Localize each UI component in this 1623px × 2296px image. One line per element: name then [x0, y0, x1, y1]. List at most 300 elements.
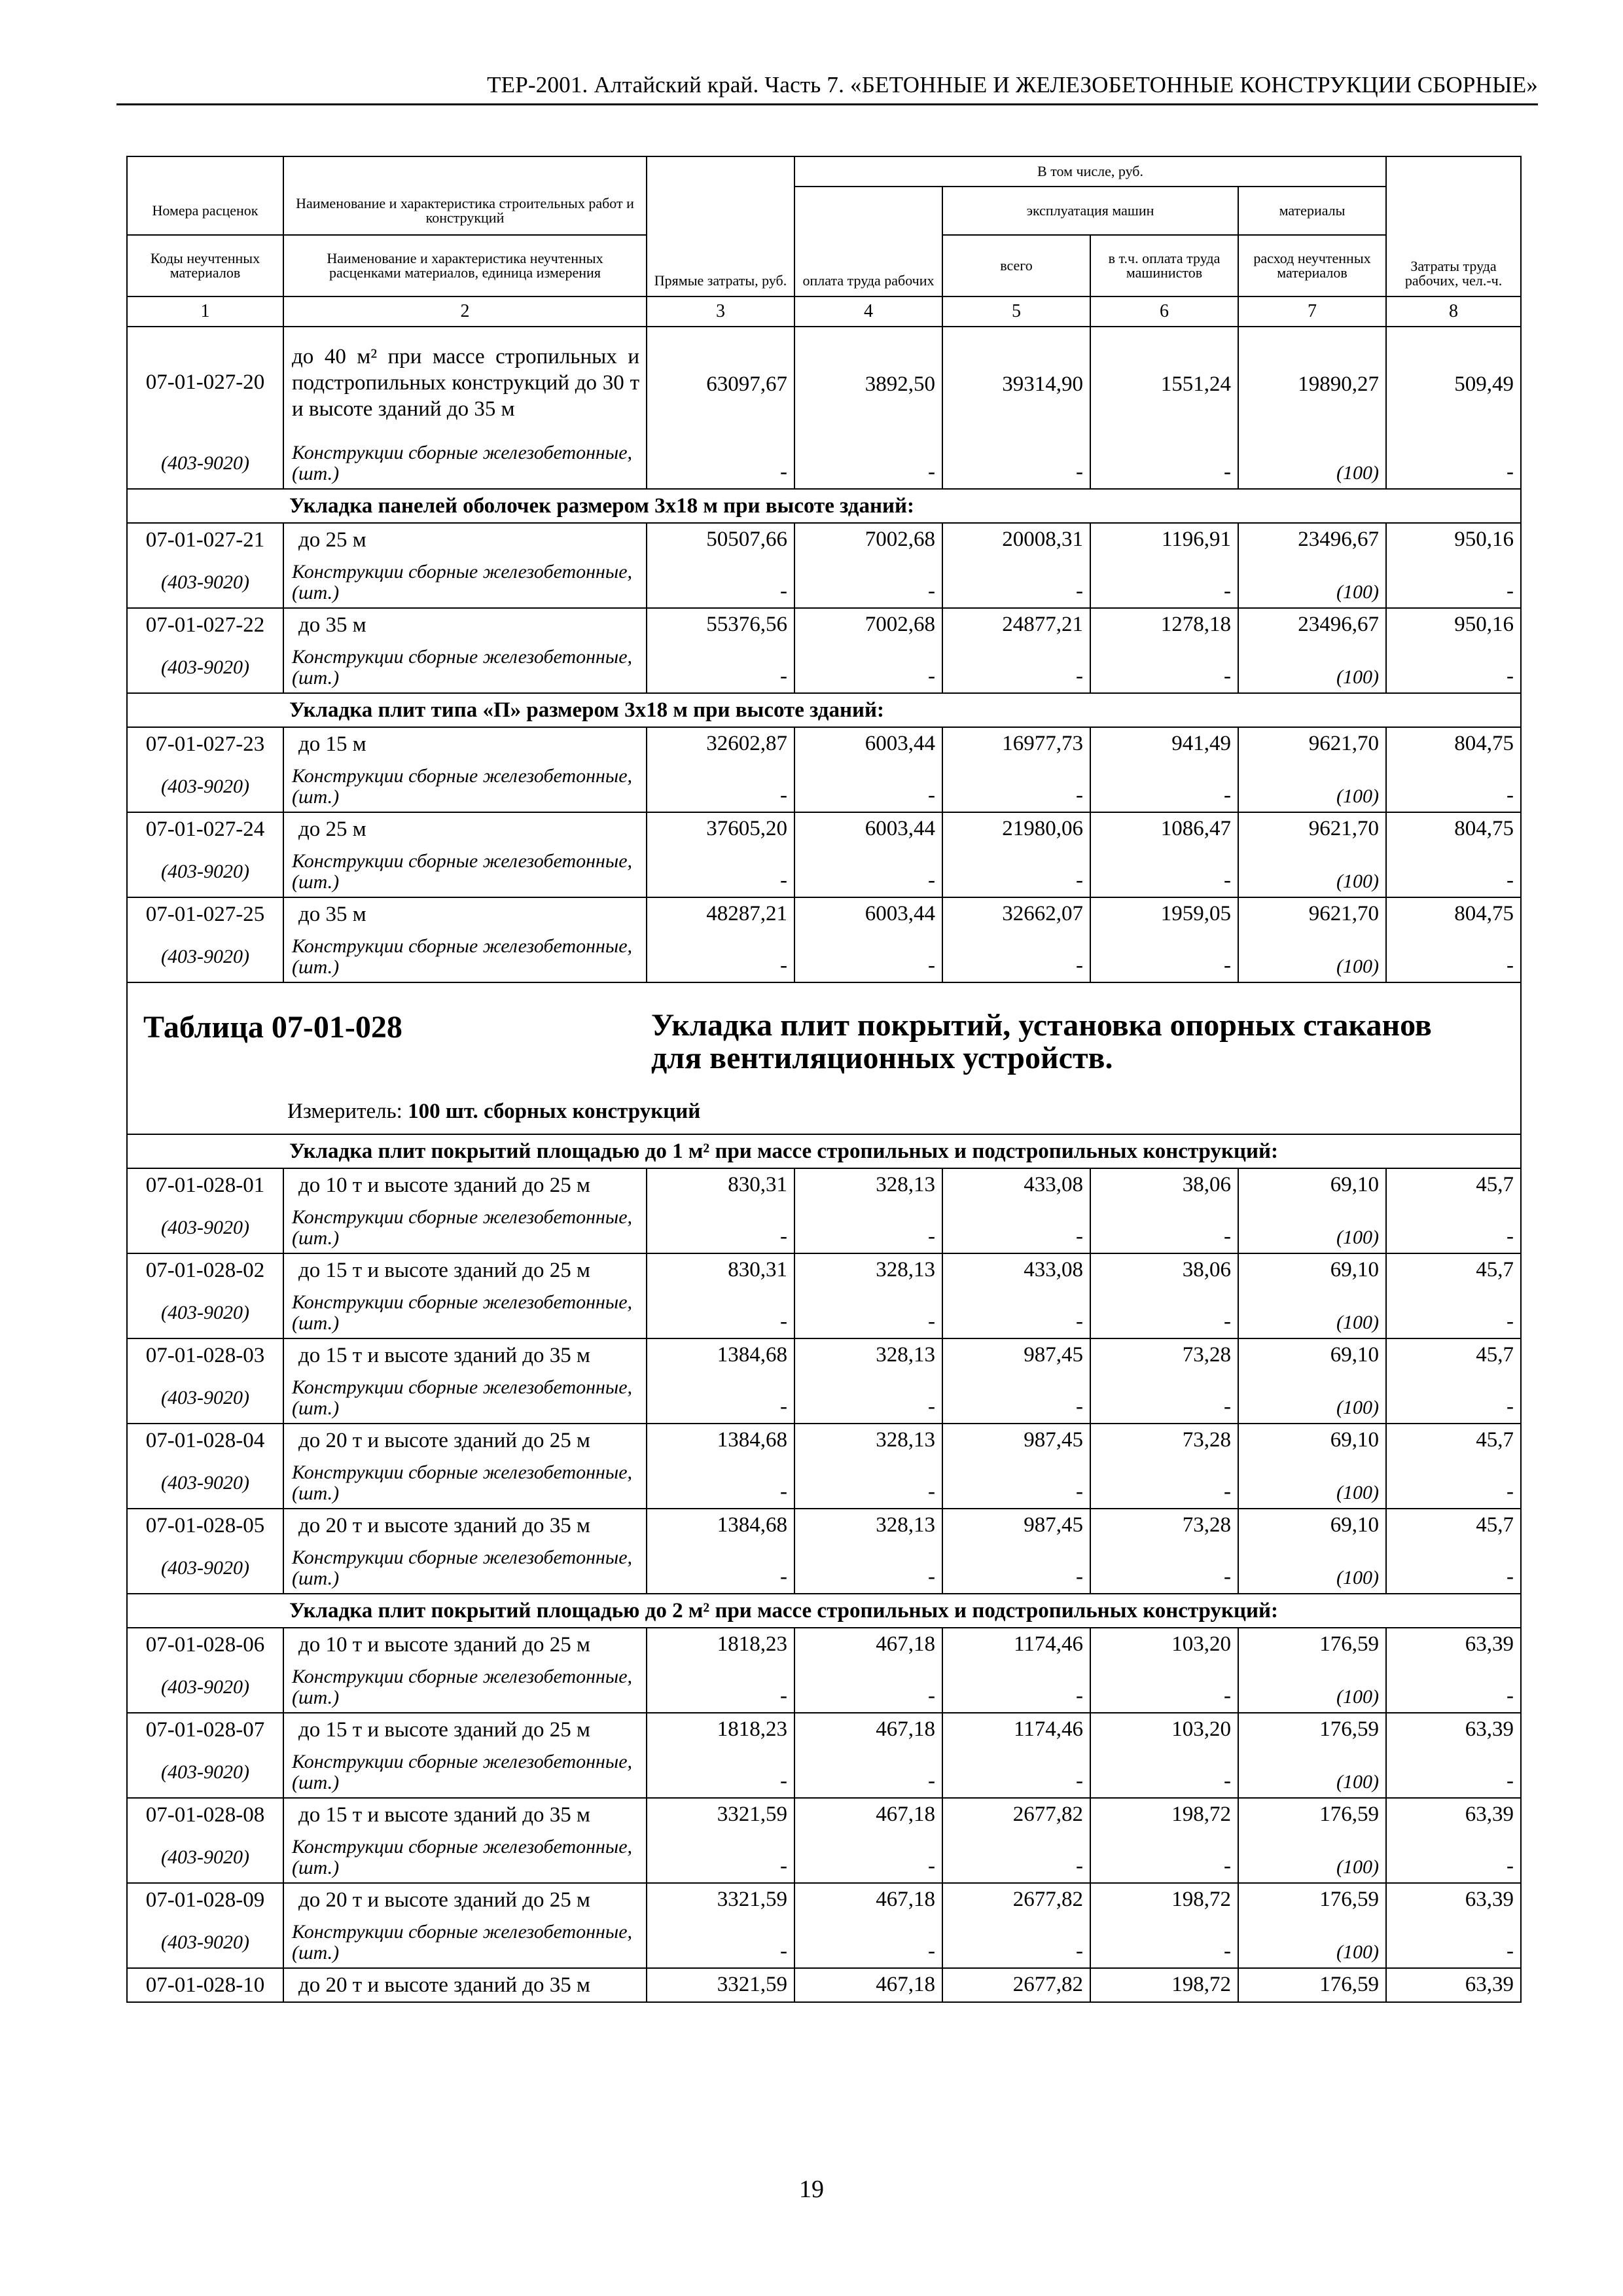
cell-value: -: [794, 1372, 942, 1424]
rate-name: до 20 т и высоте зданий до 25 м: [283, 1883, 647, 1917]
cell-value: 9621,70: [1238, 812, 1386, 846]
cell-value: -: [942, 1543, 1090, 1594]
rate-code: 07-01-027-20: [127, 327, 283, 438]
cell-value: -: [1386, 1747, 1521, 1798]
cell-value: -: [1386, 1287, 1521, 1338]
cell-value: -: [794, 1832, 942, 1883]
cell-value: (100): [1238, 1917, 1386, 1968]
cell-value: -: [647, 1662, 794, 1713]
cell-value: -: [647, 931, 794, 982]
material-row: [127, 931, 1521, 982]
cell-value: 830,31: [647, 1168, 794, 1202]
material-code: (403-9020): [127, 1543, 283, 1594]
rate-name: до 10 т и высоте зданий до 25 м: [283, 1628, 647, 1662]
cell-value: -: [1386, 1832, 1521, 1883]
first-row: [127, 327, 1521, 489]
cell-value: 73,28: [1090, 1424, 1238, 1458]
cell-value: 987,45: [942, 1509, 1090, 1543]
rate-code: 07-01-028-06: [127, 1628, 283, 1662]
cell-value: 433,08: [942, 1168, 1090, 1202]
material-code: (403-9020): [127, 1287, 283, 1338]
cell-value: 3892,50: [794, 327, 942, 438]
col-number: 2: [283, 296, 647, 327]
table-caption-cell: [127, 982, 1521, 1134]
cell-value: -: [942, 1202, 1090, 1253]
cell-value: -: [1090, 438, 1238, 489]
cell-value: -: [794, 1287, 942, 1338]
cell-value: -: [942, 1458, 1090, 1509]
cell-value: -: [1090, 1662, 1238, 1713]
material-row: [127, 1832, 1521, 1883]
cell-value: 48287,21: [647, 897, 794, 931]
cell-value: 69,10: [1238, 1338, 1386, 1372]
table-title: Укладка плит покрытий, установка опорных стаканов для вентиляционных устройств.: [651, 1008, 1432, 1075]
col-labor: Затраты труда рабочих, чел.-ч.: [1386, 156, 1521, 296]
material-row: [127, 557, 1521, 608]
measure-line: [287, 1100, 700, 1124]
cell-value: 6003,44: [794, 727, 942, 761]
cell-value: (100): [1238, 1202, 1386, 1253]
rows-block-2: [127, 727, 1521, 982]
cell-value: 433,08: [942, 1253, 1090, 1287]
cell-value: 467,18: [794, 1713, 942, 1747]
cell-value: 467,18: [794, 1798, 942, 1832]
cell-value: 32662,07: [942, 897, 1090, 931]
cell-value: 6003,44: [794, 812, 942, 846]
cell-value: 176,59: [1238, 1798, 1386, 1832]
cell-value: 1384,68: [647, 1424, 794, 1458]
cell-value: -: [647, 557, 794, 608]
material-row: [127, 761, 1521, 812]
cell-value: 467,18: [794, 1968, 942, 2002]
cell-value: -: [1386, 1458, 1521, 1509]
cell-value: -: [647, 642, 794, 693]
cell-value: 69,10: [1238, 1509, 1386, 1543]
cell-value: 38,06: [1090, 1253, 1238, 1287]
cell-value: 63,39: [1386, 1968, 1521, 2002]
cell-value: -: [647, 1372, 794, 1424]
cell-value: 69,10: [1238, 1168, 1386, 1202]
cell-value: -: [1090, 1832, 1238, 1883]
cell-value: -: [1386, 1662, 1521, 1713]
cell-value: 24877,21: [942, 608, 1090, 642]
col-number: 8: [1386, 296, 1521, 327]
rate-name: до 15 т и высоте зданий до 35 м: [283, 1798, 647, 1832]
rate-name: до 15 м: [283, 727, 647, 761]
cell-value: 45,7: [1386, 1253, 1521, 1287]
cell-value: -: [794, 931, 942, 982]
cell-value: 176,59: [1238, 1713, 1386, 1747]
material-code: (403-9020): [127, 1372, 283, 1424]
rate-row: [127, 897, 1521, 931]
cell-value: (100): [1238, 1662, 1386, 1713]
rate-name: до 15 т и высоте зданий до 25 м: [283, 1253, 647, 1287]
cell-value: -: [942, 761, 1090, 812]
cell-value: 198,72: [1090, 1883, 1238, 1917]
cell-value: 63,39: [1386, 1713, 1521, 1747]
material-row: [127, 1202, 1521, 1253]
material-code: (403-9020): [127, 1917, 283, 1968]
material-row: [127, 846, 1521, 897]
cell-value: (100): [1238, 557, 1386, 608]
rate-name: до 15 т и высоте зданий до 25 м: [283, 1713, 647, 1747]
material-name: Конструкции сборные железобетонные, (шт.): [283, 1287, 647, 1338]
col-codes-bottom: Коды неучтенных материалов: [127, 235, 283, 296]
material-name: Конструкции сборные железобетонные, (шт.): [283, 846, 647, 897]
rate-code: 07-01-028-01: [127, 1168, 283, 1202]
cell-value: 1174,46: [942, 1628, 1090, 1662]
cell-value: -: [1090, 1543, 1238, 1594]
cell-value: -: [1090, 1372, 1238, 1424]
material-name: Конструкции сборные железобетонные, (шт.): [283, 1662, 647, 1713]
section-2: [127, 693, 1521, 727]
rate-code: 07-01-027-24: [127, 812, 283, 846]
cell-value: -: [794, 438, 942, 489]
cell-value: (100): [1238, 761, 1386, 812]
cell-value: -: [1386, 557, 1521, 608]
cell-value: -: [647, 1543, 794, 1594]
material-row: [127, 1747, 1521, 1798]
cell-value: 9621,70: [1238, 897, 1386, 931]
cell-value: 1086,47: [1090, 812, 1238, 846]
cell-value: -: [647, 1832, 794, 1883]
last-row: [127, 1968, 1521, 2002]
cell-value: (100): [1238, 1458, 1386, 1509]
cell-value: 63,39: [1386, 1628, 1521, 1662]
cell-value: 63097,67: [647, 327, 794, 438]
rate-name: до 25 м: [283, 812, 647, 846]
cell-value: 950,16: [1386, 523, 1521, 557]
cell-value: -: [794, 761, 942, 812]
cell-value: 23496,67: [1238, 608, 1386, 642]
section-heading: Укладка плит покрытий площадью до 2 м² при массе стропильных и подстропильных конструкций:: [127, 1594, 1521, 1628]
cell-value: 1818,23: [647, 1713, 794, 1747]
material-code: (403-9020): [127, 438, 283, 489]
cell-value: 1384,68: [647, 1509, 794, 1543]
cell-value: 1551,24: [1090, 327, 1238, 438]
rate-row: [127, 1168, 1521, 1202]
rate-row: [127, 1509, 1521, 1543]
cell-value: (100): [1238, 1543, 1386, 1594]
cell-value: 3321,59: [647, 1968, 794, 2002]
rate-row: [127, 1798, 1521, 1832]
cell-value: 328,13: [794, 1509, 942, 1543]
col-including: В том числе, руб.: [794, 156, 1386, 187]
material-row: [127, 1543, 1521, 1594]
cell-value: -: [1090, 1917, 1238, 1968]
cell-value: 37605,20: [647, 812, 794, 846]
cell-value: -: [647, 1287, 794, 1338]
rate-code: 07-01-027-21: [127, 523, 283, 557]
rate-name: до 35 м: [283, 608, 647, 642]
table-label: Таблица 07-01-028: [143, 1010, 402, 1045]
cell-value: 2677,82: [942, 1883, 1090, 1917]
col-codes-top: Номера расценок: [127, 187, 283, 235]
material-name: Конструкции сборные железобетонные, (шт.): [283, 557, 647, 608]
col-name-bottom: Наименование и характеристика неучтенных расценками материалов, единица измерения: [283, 235, 647, 296]
cell-value: -: [942, 1747, 1090, 1798]
cell-value: 103,20: [1090, 1628, 1238, 1662]
material-name: Конструкции сборные железобетонные, (шт.): [283, 438, 647, 489]
cell-value: 2677,82: [942, 1798, 1090, 1832]
cell-value: 32602,87: [647, 727, 794, 761]
cell-value: 3321,59: [647, 1883, 794, 1917]
rate-code: 07-01-028-09: [127, 1883, 283, 1917]
cell-value: -: [1386, 931, 1521, 982]
cell-value: 987,45: [942, 1338, 1090, 1372]
cell-value: -: [1090, 761, 1238, 812]
rates-table: [126, 156, 1522, 2003]
cell-value: 987,45: [942, 1424, 1090, 1458]
rate-code: 07-01-028-10: [127, 1968, 283, 2002]
cell-value: -: [1386, 438, 1521, 489]
cell-value: -: [1386, 1372, 1521, 1424]
cell-value: -: [1090, 1202, 1238, 1253]
cell-value: -: [942, 1832, 1090, 1883]
rate-name: до 15 т и высоте зданий до 35 м: [283, 1338, 647, 1372]
cell-value: 2677,82: [942, 1968, 1090, 2002]
cell-value: 198,72: [1090, 1798, 1238, 1832]
cell-value: (100): [1238, 1372, 1386, 1424]
rate-row: [127, 1883, 1521, 1917]
material-name: Конструкции сборные железобетонные, (шт.): [283, 1372, 647, 1424]
col-machines-labor: в т.ч. оплата труда машинистов: [1090, 235, 1238, 296]
cell-value: -: [794, 557, 942, 608]
rows-block-1: [127, 523, 1521, 693]
cell-value: 63,39: [1386, 1798, 1521, 1832]
cell-value: 467,18: [794, 1883, 942, 1917]
page-number: 19: [799, 2176, 824, 2203]
cell-value: -: [942, 931, 1090, 982]
rate-row: [127, 1713, 1521, 1747]
cell-value: 176,59: [1238, 1968, 1386, 2002]
cell-value: -: [794, 1917, 942, 1968]
cell-value: 950,16: [1386, 608, 1521, 642]
cell-value: 38,06: [1090, 1168, 1238, 1202]
cell-value: (100): [1238, 642, 1386, 693]
cell-value: -: [794, 1543, 942, 1594]
section-heading: Укладка плит покрытий площадью до 1 м² при массе стропильных и подстропильных конструкций:: [127, 1134, 1521, 1168]
material-name: Конструкции сборные железобетонные, (шт.): [283, 1543, 647, 1594]
cell-value: 1196,91: [1090, 523, 1238, 557]
cell-value: 1384,68: [647, 1338, 794, 1372]
cell-value: 7002,68: [794, 608, 942, 642]
cell-value: -: [794, 846, 942, 897]
material-code: (403-9020): [127, 1662, 283, 1713]
material-row: [127, 642, 1521, 693]
cell-value: -: [647, 761, 794, 812]
cell-value: -: [942, 642, 1090, 693]
section-4: [127, 1594, 1521, 1628]
material-row: [127, 1662, 1521, 1713]
cell-value: -: [647, 1917, 794, 1968]
cell-value: -: [942, 557, 1090, 608]
table-head: [127, 156, 1521, 327]
rate-name: до 35 м: [283, 897, 647, 931]
cell-value: -: [1386, 642, 1521, 693]
rate-name: до 20 т и высоте зданий до 35 м: [283, 1509, 647, 1543]
cell-value: -: [794, 1747, 942, 1798]
cell-value: 20008,31: [942, 523, 1090, 557]
cell-value: -: [1386, 1543, 1521, 1594]
col-labor-pay: оплата труда рабочих: [794, 187, 942, 296]
rate-row: [127, 608, 1521, 642]
cell-value: (100): [1238, 931, 1386, 982]
measure-label: Измеритель:: [287, 1100, 402, 1123]
cell-value: 69,10: [1238, 1253, 1386, 1287]
cell-value: 804,75: [1386, 812, 1521, 846]
cell-value: 19890,27: [1238, 327, 1386, 438]
cell-value: 21980,06: [942, 812, 1090, 846]
cell-value: -: [1386, 761, 1521, 812]
col-materials: материалы: [1238, 187, 1386, 235]
cell-value: 45,7: [1386, 1168, 1521, 1202]
cell-value: 103,20: [1090, 1713, 1238, 1747]
col-number: 6: [1090, 296, 1238, 327]
section-heading: Укладка панелей оболочек размером 3х18 м при высоте зданий:: [127, 489, 1521, 523]
cell-value: -: [647, 438, 794, 489]
material-row: [127, 1458, 1521, 1509]
rate-name: до 25 м: [283, 523, 647, 557]
col-number: 7: [1238, 296, 1386, 327]
rate-code: 07-01-027-22: [127, 608, 283, 642]
cell-value: -: [794, 1662, 942, 1713]
cell-value: 45,7: [1386, 1509, 1521, 1543]
cell-value: -: [647, 846, 794, 897]
col-name-top: Наименование и характеристика строительных работ и конструкций: [283, 187, 647, 235]
cell-value: -: [1090, 1747, 1238, 1798]
cell-value: 50507,66: [647, 523, 794, 557]
cell-value: -: [647, 1747, 794, 1798]
material-code: (403-9020): [127, 1202, 283, 1253]
page-header: ТЕР-2001. Алтайский край. Часть 7. «БЕТОННЫЕ И ЖЕЛЕЗОБЕТОННЫЕ КОНСТРУКЦИИ СБОРНЫЕ»: [487, 72, 1538, 98]
rate-row: [127, 1253, 1521, 1287]
rows-block-3: [127, 1168, 1521, 1594]
rows-block-4: [127, 1628, 1521, 1968]
rate-row: [127, 1338, 1521, 1372]
cell-value: -: [942, 1917, 1090, 1968]
cell-value: -: [1386, 1202, 1521, 1253]
cell-value: -: [942, 846, 1090, 897]
section-heading: Укладка плит типа «П» размером 3х18 м при высоте зданий:: [127, 693, 1521, 727]
material-code: (403-9020): [127, 761, 283, 812]
rate-code: 07-01-028-04: [127, 1424, 283, 1458]
cell-value: 23496,67: [1238, 523, 1386, 557]
cell-value: 39314,90: [942, 327, 1090, 438]
material-name: Конструкции сборные железобетонные, (шт.): [283, 1747, 647, 1798]
material-code: (403-9020): [127, 1747, 283, 1798]
cell-value: -: [1090, 557, 1238, 608]
rate-code: 07-01-028-07: [127, 1713, 283, 1747]
material-code: (403-9020): [127, 931, 283, 982]
cell-value: 55376,56: [647, 608, 794, 642]
col-direct: Прямые затраты, руб.: [647, 156, 794, 296]
cell-value: (100): [1238, 1832, 1386, 1883]
material-code: (403-9020): [127, 846, 283, 897]
cell-value: 3321,59: [647, 1798, 794, 1832]
rate-name: до 20 т и высоте зданий до 25 м: [283, 1424, 647, 1458]
cell-value: -: [942, 1287, 1090, 1338]
cell-value: 467,18: [794, 1628, 942, 1662]
col-number: 4: [794, 296, 942, 327]
table-caption: [127, 982, 1521, 1134]
col-number: 5: [942, 296, 1090, 327]
cell-value: 804,75: [1386, 897, 1521, 931]
rate-code: 07-01-027-25: [127, 897, 283, 931]
rate-row: [127, 812, 1521, 846]
cell-value: -: [942, 438, 1090, 489]
material-name: Конструкции сборные железобетонные, (шт.): [283, 1458, 647, 1509]
material-name: Конструкции сборные железобетонные, (шт.): [283, 1202, 647, 1253]
cell-value: 16977,73: [942, 727, 1090, 761]
cell-value: 328,13: [794, 1424, 942, 1458]
col-materials-sub: расход неучтенных материалов: [1238, 235, 1386, 296]
rate-name: до 10 т и высоте зданий до 25 м: [283, 1168, 647, 1202]
cell-value: 9621,70: [1238, 727, 1386, 761]
cell-value: 69,10: [1238, 1424, 1386, 1458]
cell-value: 45,7: [1386, 1424, 1521, 1458]
cell-value: -: [794, 1458, 942, 1509]
cell-value: 509,49: [1386, 327, 1521, 438]
material-row: [127, 1372, 1521, 1424]
cell-value: -: [1386, 846, 1521, 897]
cell-value: -: [1386, 1917, 1521, 1968]
cell-value: -: [794, 642, 942, 693]
cell-value: (100): [1238, 846, 1386, 897]
rate-code: 07-01-028-05: [127, 1509, 283, 1543]
cell-value: -: [1090, 1458, 1238, 1509]
cell-value: -: [1090, 642, 1238, 693]
material-row: [127, 1287, 1521, 1338]
rate-row: [127, 727, 1521, 761]
rate-row: [127, 1628, 1521, 1662]
measure-value: 100 шт. сборных конструкций: [408, 1100, 701, 1123]
cell-value: -: [942, 1662, 1090, 1713]
rate-code: 07-01-028-08: [127, 1798, 283, 1832]
material-row: [127, 1917, 1521, 1968]
cell-value: 1278,18: [1090, 608, 1238, 642]
rate-row: [127, 523, 1521, 557]
cell-value: 73,28: [1090, 1338, 1238, 1372]
cell-value: -: [1090, 931, 1238, 982]
col-number: 1: [127, 296, 283, 327]
col-number: 3: [647, 296, 794, 327]
col-machines-total: всего: [942, 235, 1090, 296]
cell-value: 328,13: [794, 1338, 942, 1372]
cell-value: 1174,46: [942, 1713, 1090, 1747]
cell-value: 6003,44: [794, 897, 942, 931]
rate-code: 07-01-027-23: [127, 727, 283, 761]
cell-value: 941,49: [1090, 727, 1238, 761]
rate-name: до 20 т и высоте зданий до 35 м: [283, 1968, 647, 2002]
rate-code: 07-01-028-03: [127, 1338, 283, 1372]
cell-value: -: [647, 1458, 794, 1509]
cell-value: 804,75: [1386, 727, 1521, 761]
cell-value: -: [647, 1202, 794, 1253]
cell-value: 176,59: [1238, 1628, 1386, 1662]
cell-value: -: [942, 1372, 1090, 1424]
material-name: Конструкции сборные железобетонные, (шт.): [283, 761, 647, 812]
rate-name: до 40 м² при массе стропильных и подстропильных конструкций до 30 т и высоте зданий до 35 м: [283, 327, 647, 438]
material-code: (403-9020): [127, 557, 283, 608]
cell-value: 7002,68: [794, 523, 942, 557]
cell-value: -: [794, 1202, 942, 1253]
material-name: Конструкции сборные железобетонные, (шт.): [283, 931, 647, 982]
cell-value: -: [1090, 1287, 1238, 1338]
cell-value: 328,13: [794, 1168, 942, 1202]
col-machines: эксплуатация машин: [942, 187, 1238, 235]
cell-value: 176,59: [1238, 1883, 1386, 1917]
